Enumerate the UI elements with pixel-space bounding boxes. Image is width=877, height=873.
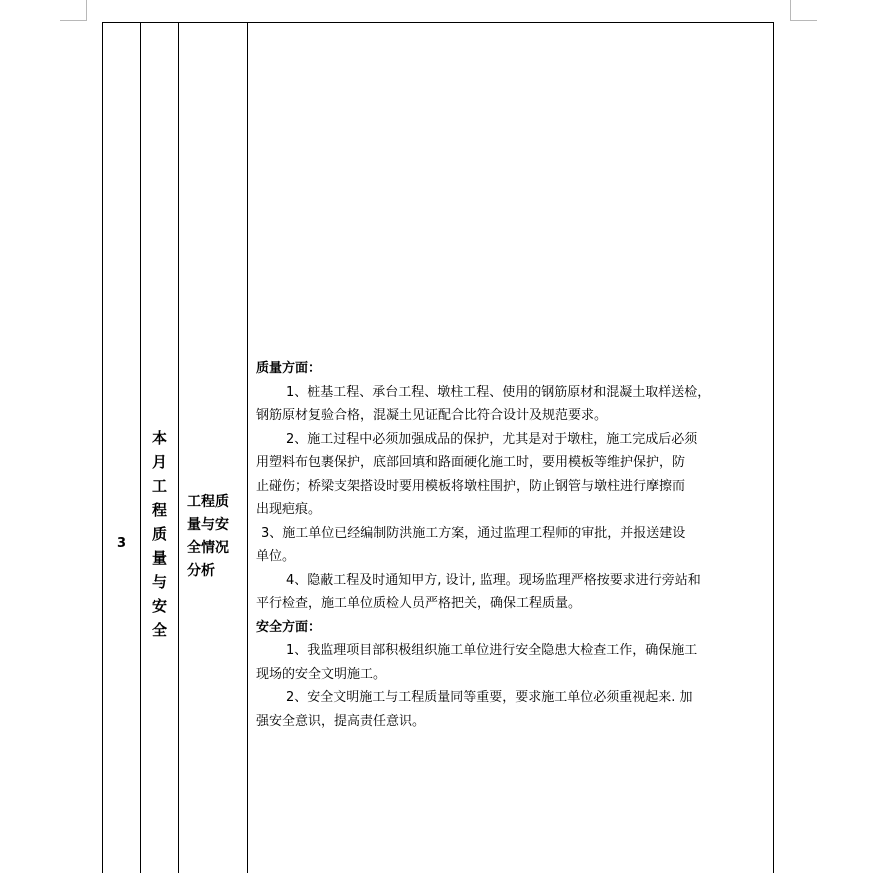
- crop-mark-top-left-v: [86, 0, 87, 21]
- crop-mark-top-right-v: [790, 0, 791, 21]
- safety-items: [256, 639, 770, 733]
- safety-item: [256, 686, 770, 733]
- paragraph-line: 用塑料布包裹保护，底部回填和路面硬化施工时，要用模板等维护保护，防: [256, 455, 686, 470]
- safety-heading: 安全方面：: [256, 619, 322, 635]
- quality-heading: 质量方面：: [256, 361, 322, 376]
- category-char: 质: [151, 525, 167, 543]
- quality-item: [256, 522, 770, 569]
- topic-line: 分析: [187, 563, 215, 579]
- category-char: 工: [151, 477, 167, 495]
- paragraph-line: 平行检查，施工单位质检人员严格把关，确保工程质量。: [256, 596, 582, 611]
- category-vertical-text: [141, 426, 178, 642]
- paragraph-line: 1、我监理项目部积极组织施工单位进行安全隐患大检查工作，确保施工: [286, 643, 698, 658]
- paragraph-line: 3、施工单位已经编制防洪施工方案，通过监理工程师的审批，并报送建设: [261, 525, 686, 541]
- quality-item: [256, 569, 770, 616]
- quality-items: [256, 381, 770, 616]
- category-char: 量: [151, 549, 167, 567]
- paragraph-line: 4、隐蔽工程及时通知甲方, 设计, 监理。现场监理严格按要求进行旁站和: [286, 572, 701, 588]
- paragraph-line: 强安全意识，提高责任意识。: [256, 713, 426, 729]
- paragraph-line: 单位。: [256, 549, 296, 564]
- topic-cell: [187, 491, 243, 583]
- row-number: 3: [116, 536, 127, 551]
- table-top-border: [102, 22, 774, 23]
- category-char: 全: [151, 621, 167, 639]
- table-border-col3: [247, 22, 248, 873]
- paragraph-line: 钢筋原材复验合格，混凝土见证配合比符合设计及规范要求。: [256, 408, 608, 423]
- table-border-right: [773, 22, 774, 873]
- safety-item: [256, 639, 770, 686]
- paragraph-line: 1、桩基工程、承台工程、墩柱工程、使用的钢筋原材和混凝土取样送检，: [286, 384, 711, 400]
- crop-mark-top-right-h: [790, 20, 817, 21]
- quality-item: [256, 381, 770, 428]
- quality-item: [256, 428, 770, 522]
- crop-mark-top-left-h: [60, 20, 87, 21]
- content-cell: [256, 357, 770, 733]
- topic-line: 工程质: [187, 494, 229, 510]
- category-char: 程: [151, 501, 167, 519]
- category-char: 月: [151, 453, 167, 471]
- category-char: 与: [151, 573, 167, 591]
- topic-line: 量与安: [187, 517, 229, 533]
- paragraph-line: 现场的安全文明施工。: [256, 666, 387, 682]
- paragraph-line: 出现疤痕。: [256, 502, 322, 517]
- table-border-col2: [178, 22, 179, 873]
- category-char: 本: [151, 429, 167, 447]
- paragraph-line: 2、施工过程中必须加强成品的保护，尤其是对于墩柱，施工完成后必须: [286, 431, 698, 447]
- topic-line: 全情况: [187, 540, 229, 556]
- category-char: 安: [151, 597, 167, 615]
- paragraph-line: 止碰伤；桥梁支架搭设时要用模板将墩柱围护，防止钢管与墩柱进行摩擦而: [256, 478, 686, 494]
- paragraph-line: 2、安全文明施工与工程质量同等重要，要求施工单位必须重视起来. 加: [286, 690, 693, 705]
- table-border-left: [102, 22, 103, 873]
